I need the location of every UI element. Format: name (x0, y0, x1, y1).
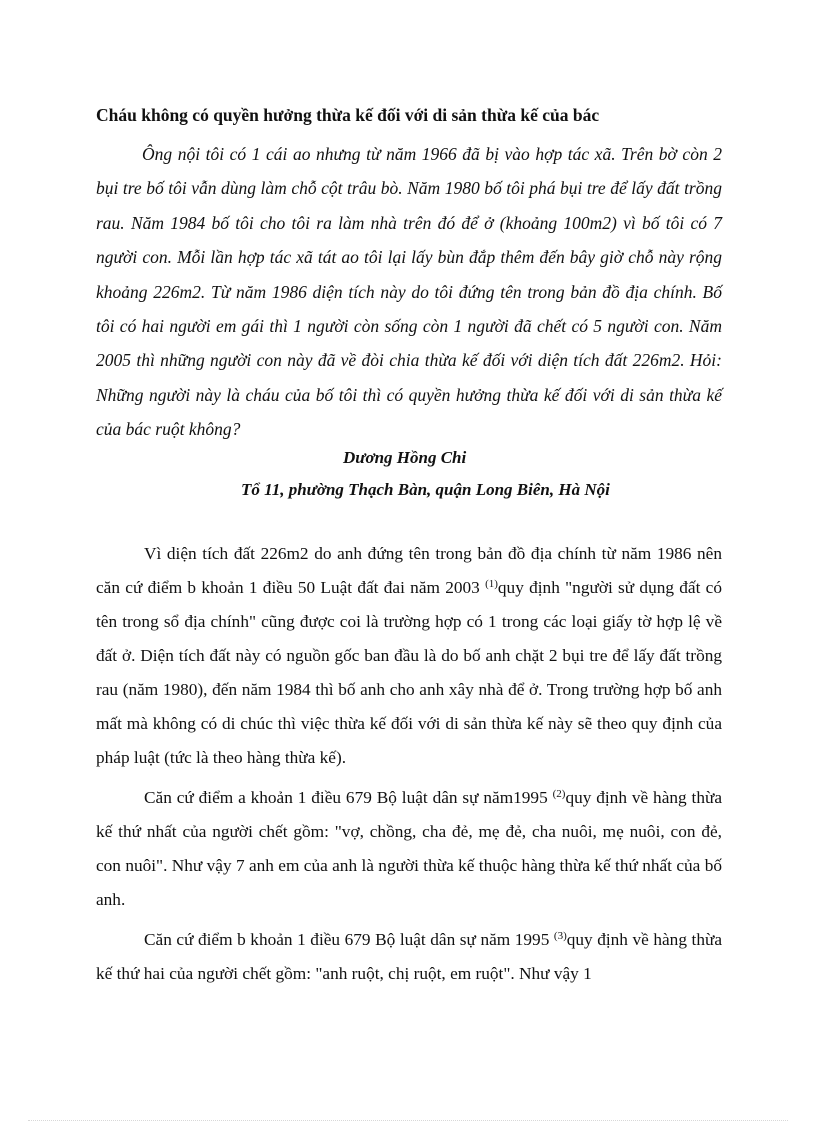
article-title: Cháu không có quyền hưởng thừa kế đối với di sản thừa kế của bác (96, 105, 600, 125)
question-paragraph: Ông nội tôi có 1 cái ao nhưng từ năm 1966 đã bị vào hợp tác xã. Trên bờ còn 2 bụi tre bố tôi vẫn dùng làm chỗ cột trâu bò. Năm 1980 bố tôi phá bụi tre để lấy đất trồng rau. Năm 1984 bố tôi cho tôi ra làm nhà trên đó để ở (khoảng 100m2) vì bố tôi có 7 người con. Mỗi lần hợp tác xã tát ao tôi lại lấy bùn đắp thêm đến bây giờ chỗ này rộng khoảng 226m2. Từ năm 1986 diện tích này do tôi đứng tên trong bản đồ địa chính. Bố tôi có hai người em gái thì 1 người còn sống còn 1 người đã chết có 5 người con. Năm 2005 thì những người con này đã về đòi chia thừa kế đối với diện tích đất 226m2. Hỏi: Những người này là cháu của bố tôi thì có quyền hưởng thừa kế đối với di sản thừa kế của bác ruột không? (96, 144, 722, 440)
paragraph-text: Vì diện tích đất 226m2 do anh đứng tên trong bản đồ địa chính từ năm 1986 nên căn cứ điểm b khoản 1 điều 50 Luật đất đai năm 2003 (96, 544, 722, 597)
paragraph-text: quy định về hàng thừa kế thứ hai của người chết gồm: "anh ruột, chị ruột, em ruột". Như vậy 1 (96, 930, 723, 983)
answer-paragraph-3 (96, 923, 722, 991)
footnote-ref-1: (1) (485, 578, 498, 590)
footnote-ref-2: (2) (552, 788, 566, 800)
paragraph-text: quy định "người sử dụng đất có tên trong sổ địa chính" cũng được coi là trường hợp có 1 trong các loại giấy tờ hợp lệ về đất ở. Diện tích đất này có nguồn gốc ban đầu là do bố anh chặt 2 bụi tre để lấy đất trồng rau (năm 1980), đến năm 1984 thì bố anh cho anh xây nhà để ở. Trong trường hợp bố anh mất mà không có di chúc thì việc thừa kế đối với di sản thừa kế này sẽ theo quy định của pháp luật (tức là theo hàng thừa kế). (96, 578, 722, 767)
signer-name: Dương Hồng Chi (343, 448, 467, 467)
page-bottom-rule (28, 1120, 788, 1121)
paragraph-text: Căn cứ điểm a khoản 1 điều 679 Bộ luật dân sự năm1995 (144, 788, 553, 807)
paragraph-text: Căn cứ điểm b khoản 1 điều 679 Bộ luật dân sự năm 1995 (144, 930, 554, 949)
answer-paragraph-2 (96, 781, 722, 917)
footnote-ref-3: (3) (553, 930, 567, 942)
answer-body (96, 537, 722, 997)
signer-address: Tổ 11, phường Thạch Bàn, quận Long Biên, Hà Nội (241, 480, 610, 499)
answer-paragraph-1 (96, 537, 722, 775)
paragraph-text: quy định về hàng thừa kế thứ nhất của người chết gồm: "vợ, chồng, cha đẻ, mẹ đẻ, cha nuôi, mẹ nuôi, con đẻ, con nuôi". Như vậy 7 anh em của anh là người thừa kế thuộc hàng thừa kế thứ nhất của bố anh. (96, 788, 723, 909)
